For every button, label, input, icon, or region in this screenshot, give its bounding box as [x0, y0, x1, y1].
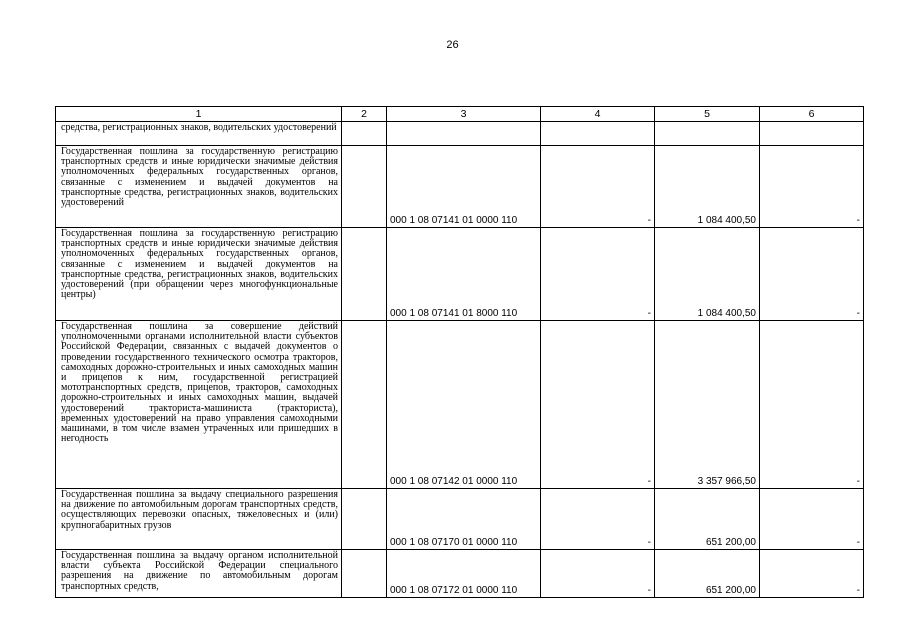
row-description: Государственная пошлина за совершение действий уполномоченными органами исполнительной власти субъектов Российской Федерации, связанных с выдачей документов о проведении государственного технического осмотра тракторов, самоходных дорожно-строительных и иных самоходных машин и прицепов к ним, государственной регистрацией мототранспортных средств, прицепов, тракторов, самоходных дорожно-строительных и иных самоходных машин, выдачей удостоверений тракториста-машиниста (тракториста), временных удостоверений на право управления самоходными машинами, в том числе взамен утраченных или пришедших в негодность [56, 321, 342, 489]
table-row [56, 321, 864, 489]
column-header-5: 5 [655, 107, 760, 122]
row-description: Государственная пошлина за государственную регистрацию транспортных средств и иные юридически значимые действия уполномоченных федеральных государственных органов, связанные с изменением и выдачей документов на транспортные средства, регистрационных знаков, водительских удостоверений [56, 146, 342, 228]
row-col5: 651 200,00 [655, 550, 760, 598]
row-code: 000 1 08 07141 01 8000 110 [387, 228, 541, 321]
row-col5: 3 357 966,50 [655, 321, 760, 489]
row-code: 000 1 08 07170 01 0000 110 [387, 489, 541, 550]
row-col6: - [760, 146, 864, 228]
column-header-2: 2 [342, 107, 387, 122]
table-header-row [56, 107, 864, 122]
row-code: 000 1 08 07141 01 0000 110 [387, 146, 541, 228]
table-row [56, 146, 864, 228]
table-row [56, 489, 864, 550]
row-col2 [342, 489, 387, 550]
table-row [56, 228, 864, 321]
row-col6 [760, 122, 864, 146]
row-col6: - [760, 321, 864, 489]
table-row [56, 550, 864, 598]
row-col2 [342, 122, 387, 146]
row-description: Государственная пошлина за выдачу специального разрешения на движение по автомобильным дорогам транспортных средств, осуществляющих перевозки опасных, тяжеловесных и (или) крупногабаритных грузов [56, 489, 342, 550]
page-number: 26 [446, 39, 459, 51]
row-col2 [342, 321, 387, 489]
column-header-4: 4 [541, 107, 655, 122]
row-col6: - [760, 550, 864, 598]
row-col2 [342, 550, 387, 598]
row-description: Государственная пошлина за государственную регистрацию транспортных средств и иные юридически значимые действия уполномоченных федеральных государственных органов, связанные с изменением и выдачей документов на транспортные средства, регистрационных знаков, водительских удостоверений (при обращении через многофункциональные центры) [56, 228, 342, 321]
row-col4: - [541, 550, 655, 598]
table-row [56, 122, 864, 146]
row-col4: - [541, 489, 655, 550]
row-col5 [655, 122, 760, 146]
row-col5: 1 084 400,50 [655, 228, 760, 321]
row-col4 [541, 122, 655, 146]
column-header-3: 3 [387, 107, 541, 122]
row-col5: 1 084 400,50 [655, 146, 760, 228]
row-col2 [342, 228, 387, 321]
row-col5: 651 200,00 [655, 489, 760, 550]
row-col2 [342, 146, 387, 228]
row-description: средства, регистрационных знаков, водительских удостоверений [56, 122, 342, 146]
row-col4: - [541, 321, 655, 489]
column-header-6: 6 [760, 107, 864, 122]
column-header-1: 1 [56, 107, 342, 122]
row-description: Государственная пошлина за выдачу органом исполнительной власти субъекта Российской Федерации специального разрешения на движение по автомобильным дорогам транспортных средств, [56, 550, 342, 598]
revenue-table [55, 106, 864, 598]
row-col6: - [760, 489, 864, 550]
row-code [387, 122, 541, 146]
row-code: 000 1 08 07142 01 0000 110 [387, 321, 541, 489]
row-col6: - [760, 228, 864, 321]
row-col4: - [541, 146, 655, 228]
row-col4: - [541, 228, 655, 321]
row-code: 000 1 08 07172 01 0000 110 [387, 550, 541, 598]
